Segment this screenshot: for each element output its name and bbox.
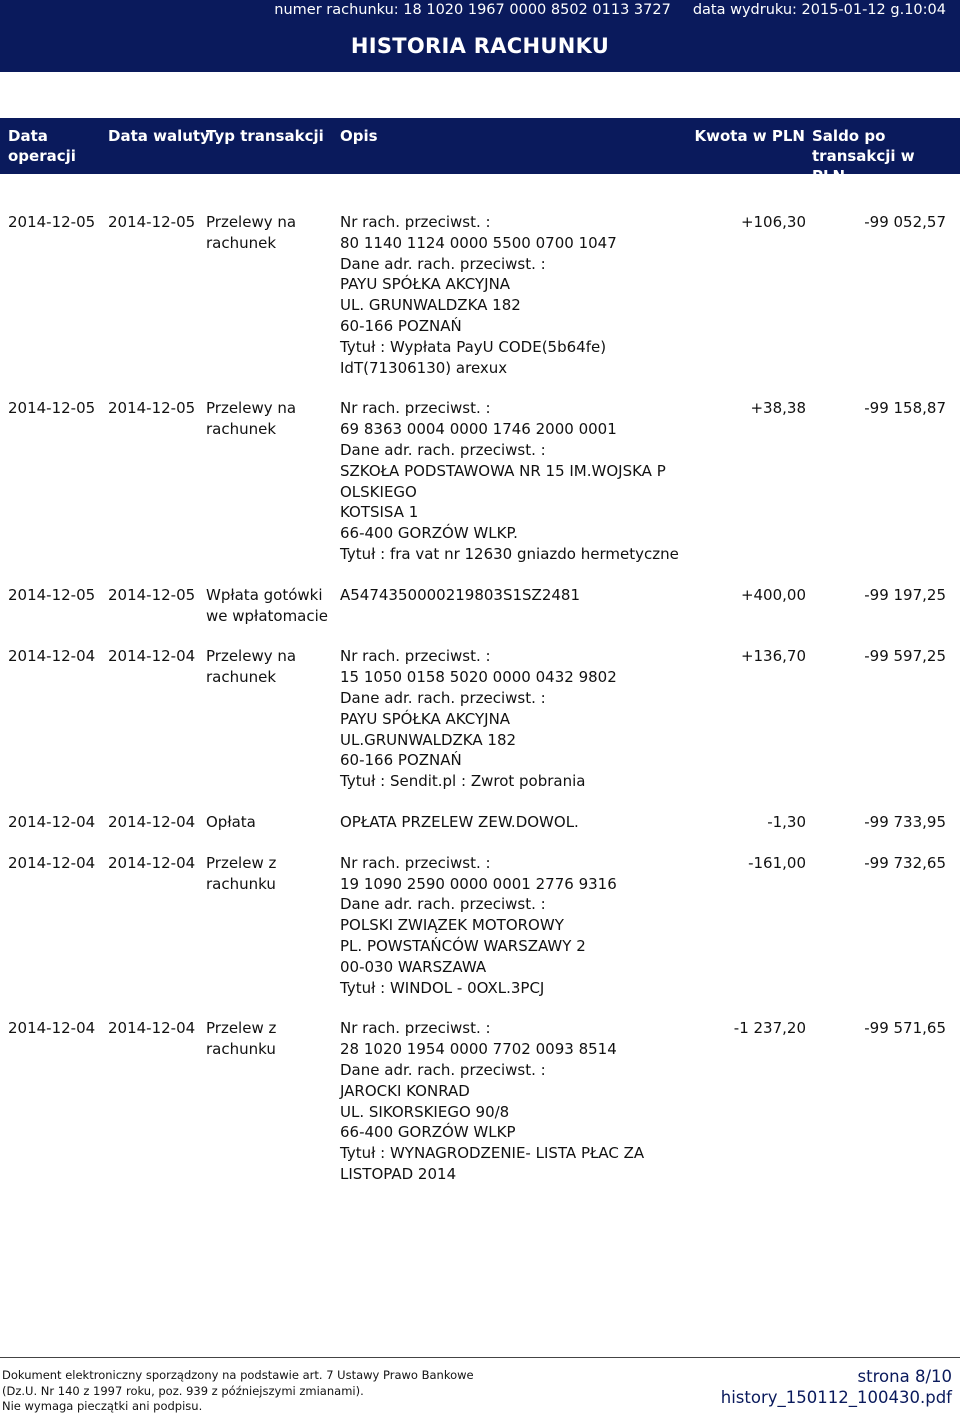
cell-type bbox=[206, 812, 336, 833]
description-line: 60-166 POZNAŃ bbox=[340, 316, 462, 335]
column-header-value-date: Data waluty bbox=[108, 127, 210, 145]
print-date: data wydruku: 2015-01-12 g.10:04 bbox=[692, 2, 946, 18]
cell-type bbox=[206, 398, 336, 440]
description-line: Tytuł : Sendit.pl : Zwrot pobrania bbox=[340, 772, 586, 791]
cell-date: 2014-12-04 bbox=[8, 1019, 96, 1038]
cell-value-date: 2014-12-04 bbox=[108, 647, 196, 666]
description-line: PL. POWSTAŃCÓW WARSZAWY 2 bbox=[340, 936, 586, 955]
description-line: 19 1090 2590 0000 0001 2776 9316 bbox=[340, 874, 617, 893]
description-line: Nr rach. przeciwst. : bbox=[340, 399, 491, 418]
cell-value-date: 2014-12-04 bbox=[108, 853, 196, 872]
cell-date: 2014-12-05 bbox=[8, 585, 96, 604]
cell-description bbox=[340, 398, 685, 564]
description-line: SZKOŁA PODSTAWOWA NR 15 IM.WOJSKA P bbox=[340, 461, 666, 480]
cell-type bbox=[206, 646, 336, 688]
cell-amount: -1 237,20 bbox=[733, 1019, 806, 1038]
type-line: Przelew z bbox=[206, 1019, 277, 1038]
description-line: 66-400 GORZÓW WLKP bbox=[340, 1123, 516, 1142]
description-line: Tytuł : fra vat nr 12630 gniazdo hermetyczne bbox=[340, 544, 679, 563]
type-line: we wpłatomacie bbox=[206, 606, 329, 625]
column-header-type: Typ transakcji bbox=[206, 127, 324, 145]
type-line: Przelewy na bbox=[206, 647, 297, 666]
description-line: UL.GRUNWALDZKA 182 bbox=[340, 730, 517, 749]
description-line: Nr rach. przeciwst. : bbox=[340, 1019, 491, 1038]
cell-balance: -99 158,87 bbox=[864, 399, 946, 418]
type-line: rachunek bbox=[206, 233, 277, 252]
transactions-table bbox=[0, 212, 960, 1185]
cell-amount: +136,70 bbox=[740, 647, 806, 666]
description-line: Tytuł : Wypłata PayU CODE(5b64fe) bbox=[340, 337, 607, 356]
description-line: POLSKI ZWIĄZEK MOTOROWY bbox=[340, 916, 564, 935]
description-line: OPŁATA PRZELEW ZEW.DOWOL. bbox=[340, 812, 579, 831]
cell-description bbox=[340, 1018, 685, 1184]
cell-type bbox=[206, 212, 336, 254]
document-header bbox=[0, 0, 960, 72]
description-line: Nr rach. przeciwst. : bbox=[340, 853, 491, 872]
cell-amount: +400,00 bbox=[740, 585, 806, 604]
type-line: rachunku bbox=[206, 1040, 276, 1059]
type-line: Opłata bbox=[206, 812, 256, 831]
type-line: Wpłata gotówki bbox=[206, 585, 323, 604]
description-line: OLSKIEGO bbox=[340, 482, 417, 501]
cell-date: 2014-12-04 bbox=[8, 812, 96, 831]
table-row bbox=[0, 853, 960, 999]
cell-date: 2014-12-05 bbox=[8, 213, 96, 231]
legal-line: (Dz.U. Nr 140 z 1997 roku, poz. 939 z późniejszymi zmianami). bbox=[2, 1383, 364, 1398]
cell-type bbox=[206, 1018, 336, 1060]
table-header bbox=[0, 118, 960, 185]
description-line: UL. GRUNWALDZKA 182 bbox=[340, 296, 521, 315]
description-line: UL. SIKORSKIEGO 90/8 bbox=[340, 1102, 510, 1121]
description-line: Tytuł : WINDOL - 0OXL.3PCJ bbox=[340, 978, 545, 997]
cell-description bbox=[340, 212, 685, 378]
description-line: PAYU SPÓŁKA AKCYJNA bbox=[340, 275, 511, 294]
cell-type bbox=[206, 585, 336, 627]
table-row bbox=[0, 212, 960, 378]
cell-value-date: 2014-12-05 bbox=[108, 399, 196, 418]
page-title: HISTORIA RACHUNKU bbox=[350, 34, 610, 58]
cell-value-date: 2014-12-05 bbox=[108, 213, 196, 231]
cell-value-date: 2014-12-04 bbox=[108, 812, 196, 831]
cell-balance: -99 732,65 bbox=[864, 853, 946, 872]
footer-page-info bbox=[721, 1366, 952, 1408]
column-header-date: Data operacji bbox=[8, 127, 76, 165]
cell-description bbox=[340, 646, 685, 792]
description-line: A5474350000219803S1SZ2481 bbox=[340, 585, 580, 604]
table-row bbox=[0, 812, 960, 833]
description-line: 15 1050 0158 5020 0000 0432 9802 bbox=[340, 668, 617, 687]
cell-balance: -99 197,25 bbox=[864, 585, 946, 604]
cell-amount: +106,30 bbox=[740, 213, 806, 231]
footer-divider bbox=[0, 1357, 960, 1358]
description-line: LISTOPAD 2014 bbox=[340, 1164, 457, 1183]
type-line: rachunek bbox=[206, 668, 277, 687]
cell-type bbox=[206, 853, 336, 895]
cell-date: 2014-12-05 bbox=[8, 399, 96, 418]
type-line: Przelewy na bbox=[206, 399, 297, 418]
description-line: 28 1020 1954 0000 7702 0093 8514 bbox=[340, 1040, 617, 1059]
cell-date: 2014-12-04 bbox=[8, 647, 96, 666]
description-line: Dane adr. rach. przeciwst. : bbox=[340, 1060, 546, 1079]
header-meta bbox=[274, 0, 946, 20]
cell-value-date: 2014-12-04 bbox=[108, 1019, 196, 1038]
table-row bbox=[0, 585, 960, 627]
description-line: Dane adr. rach. przeciwst. : bbox=[340, 895, 546, 914]
description-line: 60-166 POZNAŃ bbox=[340, 751, 462, 770]
description-line: Tytuł : WYNAGRODZENIE- LISTA PŁAC ZA bbox=[340, 1144, 645, 1163]
legal-line: Nie wymaga pieczątki ani podpisu. bbox=[2, 1399, 203, 1413]
description-line: Dane adr. rach. przeciwst. : bbox=[340, 688, 546, 707]
cell-value-date: 2014-12-05 bbox=[108, 585, 196, 604]
cell-amount: +38,38 bbox=[750, 399, 806, 418]
description-line: IdT(71306130) arexux bbox=[340, 358, 508, 377]
legal-line: Dokument elektroniczny sporządzony na podstawie art. 7 Ustawy Prawo Bankowe bbox=[2, 1368, 474, 1382]
cell-balance: -99 733,95 bbox=[864, 812, 946, 831]
column-header-amount: Kwota w PLN bbox=[694, 127, 805, 145]
table-row bbox=[0, 646, 960, 792]
cell-description bbox=[340, 853, 685, 999]
legal-notice bbox=[2, 1368, 522, 1415]
cell-balance: -99 052,57 bbox=[864, 213, 946, 231]
column-header-balance: Saldo po transakcji w PLN bbox=[812, 127, 915, 185]
cell-amount: -1,30 bbox=[767, 812, 806, 831]
cell-balance: -99 571,65 bbox=[864, 1019, 946, 1038]
type-line: rachunek bbox=[206, 420, 277, 439]
cell-amount: -161,00 bbox=[748, 853, 806, 872]
cell-balance: -99 597,25 bbox=[864, 647, 946, 666]
cell-description bbox=[340, 812, 685, 833]
description-line: 69 8363 0004 0000 1746 2000 0001 bbox=[340, 420, 617, 439]
description-line: 66-400 GORZÓW WLKP. bbox=[340, 524, 518, 543]
description-line: 00-030 WARSZAWA bbox=[340, 957, 487, 976]
table-row bbox=[0, 1018, 960, 1184]
description-line: Nr rach. przeciwst. : bbox=[340, 647, 491, 666]
description-line: Dane adr. rach. przeciwst. : bbox=[340, 254, 546, 273]
description-line: PAYU SPÓŁKA AKCYJNA bbox=[340, 709, 511, 728]
description-line: Dane adr. rach. przeciwst. : bbox=[340, 440, 546, 459]
table-row bbox=[0, 398, 960, 564]
page-number: strona 8/10 bbox=[857, 1367, 952, 1386]
column-header-description: Opis bbox=[340, 127, 378, 145]
type-line: rachunku bbox=[206, 874, 276, 893]
cell-date: 2014-12-04 bbox=[8, 853, 96, 872]
description-line: JAROCKI KONRAD bbox=[340, 1081, 470, 1100]
cell-description bbox=[340, 585, 685, 606]
description-line: KOTSISA 1 bbox=[340, 503, 419, 522]
account-number: numer rachunku: 18 1020 1967 0000 8502 0113 3727 bbox=[274, 2, 671, 18]
type-line: Przelew z bbox=[206, 853, 277, 872]
type-line: Przelewy na bbox=[206, 213, 297, 231]
file-name: history_150112_100430.pdf bbox=[720, 1388, 952, 1407]
description-line: Nr rach. przeciwst. : bbox=[340, 213, 491, 231]
description-line: 80 1140 1124 0000 5500 0700 1047 bbox=[340, 233, 617, 252]
